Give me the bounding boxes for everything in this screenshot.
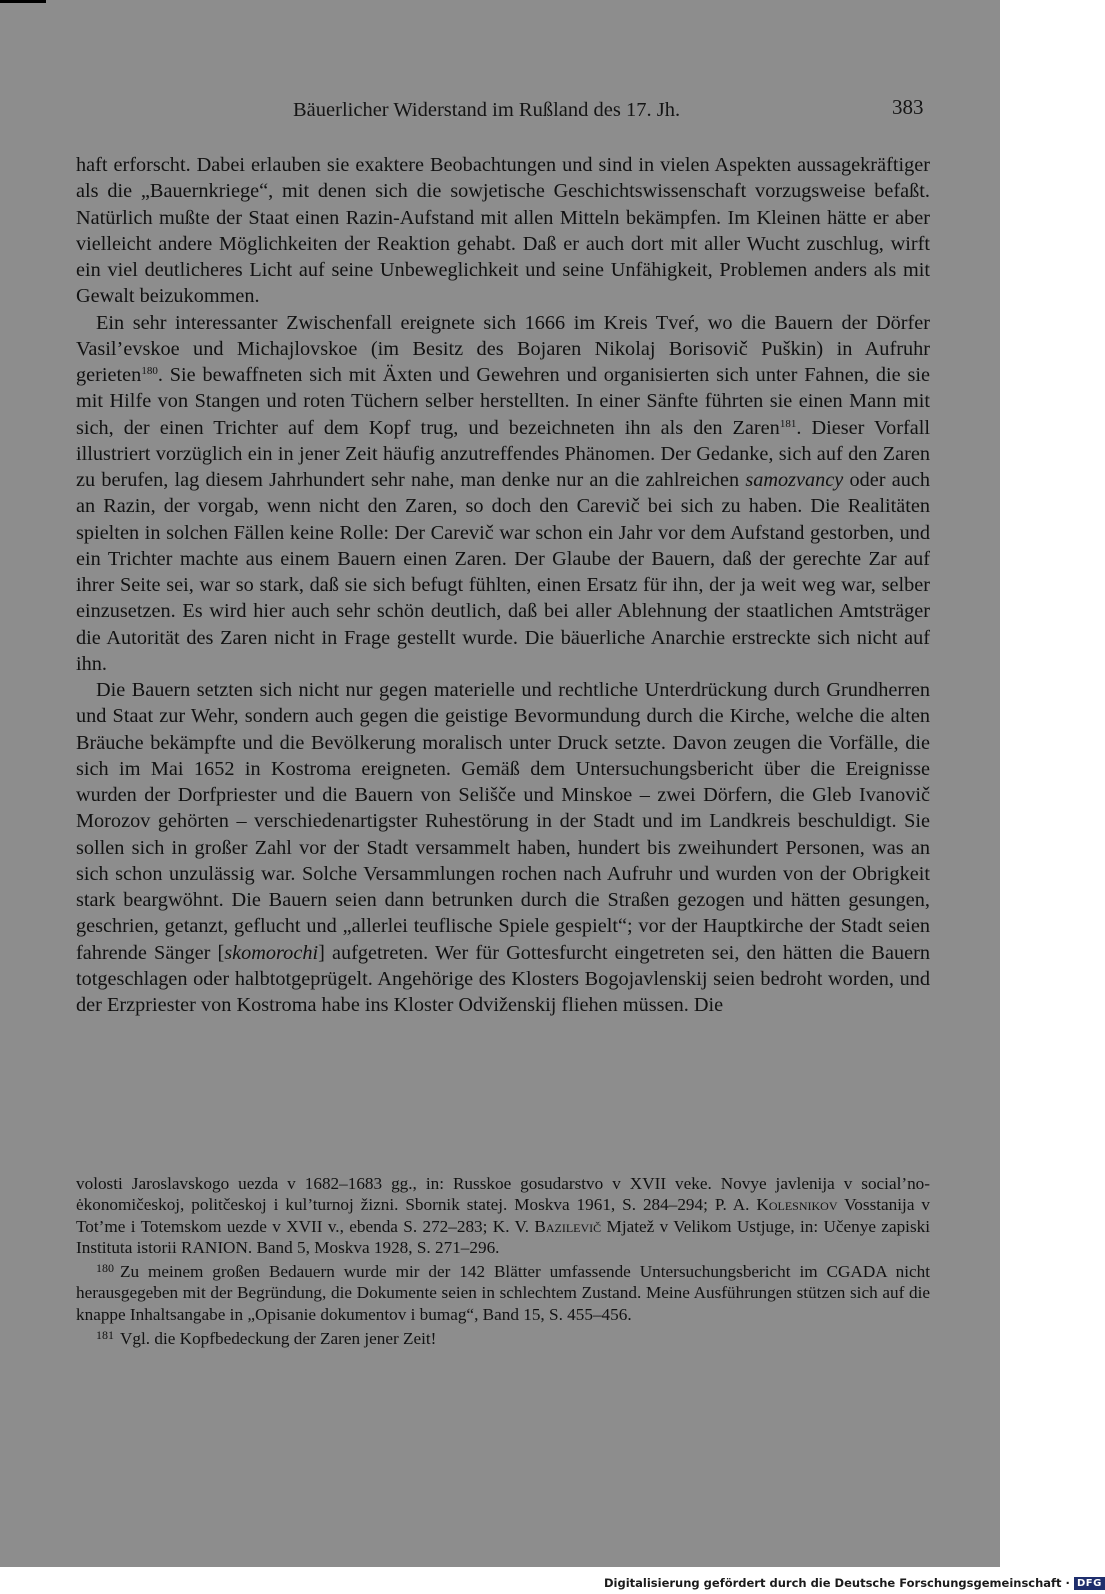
page-number: 383: [892, 95, 924, 119]
text-run: ] aufgetreten. Wer für Gottesfurcht eingetreten sei, den hätten die Bauern totgeschlagen oder halbtotgeprügelt. Angehörige des Klosters Bogojavlenskij seien bedroht worden, und der Erzpriester von Kostroma habe ins Kloster Odviženskij fliehen müssen. Die: [76, 941, 930, 1016]
footnote-ref: 181: [779, 417, 797, 430]
text-run: . Dieser Vorfall illustriert vorzüglich ein in jener Zeit häufig anzutreffendes Phänomen. Der Gedanke, sich auf den Zaren zu berufen, lag diesem Jahrhundert sehr nahe, man denke nur an die zahlreichen: [76, 416, 930, 491]
dfg-logo: DFG: [1074, 1577, 1105, 1590]
text-run: Mjatež v Velikom Ustjuge, in: Učenye zapiski Instituta istorii RANION. Band 5, Moskva 1928, S. 271–296.: [76, 1216, 930, 1257]
digitization-credit: [604, 1574, 1105, 1592]
italic-text: skomorochi: [224, 941, 319, 964]
scan-corner-mark: [0, 0, 46, 3]
footnote-ref: 180: [141, 365, 158, 377]
text-run: Ein sehr interessanter Zwischenfall ereignete sich 1666 im Kreis Tveŕ, wo die Bauern der Dörfer Vasil’evskoe und Michajlovskoe (im Besitz des Bojaren Nikolaj Borisovič Puškin) in Aufruhr gerieten: [76, 311, 930, 386]
footnote: [76, 1173, 930, 1258]
text-run: Die Bauern setzten sich nicht nur gegen materielle und rechtliche Unterdrückung durch Grundherren und Staat zur Wehr, sondern auch gegen die geistige Bevormundung durch die Kirche, welche die alten Bräuche bekämpfte und die Bevölkerung moralisch unter Druck setzte. Davon zeugen die Vorfälle, die sich im Mai 1652 in Kostroma ereigneten. Gemäß dem Untersuchungsbericht über die Ereignisse wurden der Dorfpriester und die Bauern von Selišče und Minskoe – zwei Dörfern, die Gleb Ivanovič Morozov gehörten – verschiedenartigster Ruhestörung in der Stadt und im Landkreis beschuldigt. Sie sollen sich in großer Zahl vor der Stadt versammelt haben, hundert bis zweihundert Personen, was an sich schon unzulässig war. Solche Versammlungen rochen nach Aufruhr und wurden von der Obrigkeit stark beargwöhnt. Die Bauern seien dann betrunken durch die Straßen gezogen und hätten gesungen, geschrien, getanzt, geflucht und „allerlei teuflische Spiele gespielt“; vor der Hauptkirche der Stadt seien fahrende Sänger [: [76, 679, 930, 964]
text-run: Vosstanija v Tot’me i Totemskom uezde v XVII v., ebenda S. 272–283; K. V.: [76, 1195, 930, 1236]
text-run: Zu meinem großen Bedauern wurde mir der 142 Blätter umfassende Untersuchungsbericht im CGADA nicht herausgegeben mit der Begründung, die Dokumente seien in schlechtem Zustand. Meine Ausführungen stützen sich auf die knappe Inhaltsangabe in „Opisanie dokumentov i bumag“, Band 15, S. 455–456.: [76, 1262, 930, 1324]
body-text: [76, 152, 930, 1018]
digitization-credit-text: Digitalisierung gefördert durch die Deutsche Forschungsgemeinschaft ·: [604, 1576, 1070, 1590]
text-run: volosti Jaroslavskogo uezda v 1682–1683 gg., in: Russkoe gosudarstvo v XVII veke. Novye javlenija v social’no-ėkonomičeskoj, politčeskoj i kul’turnoj žizni. Sbornik statej. Moskva 1961, S. 284–294; P. A.: [76, 1174, 930, 1215]
footnote: [76, 1325, 930, 1349]
footnote: [76, 1258, 930, 1325]
text-run: oder auch an Razin, der vorgab, wenn nicht den Zaren, so doch den Carevič bei sich zu haben. Die Realitäten spielten in solchen Fällen keine Rolle: Der Carevič war schon ein Jahr vor dem Aufstand gestorben, und ein Trichter machte aus einem Bauern einen Zaren. Der Glaube der Bauern, daß der gerechte Zar auf ihrer Seite sei, war so stark, daß sie sich befugt fühlten, einen Ersatz für ihn, der ja weit weg war, selber einzusetzen. Es wird hier auch sehr schön deutlich, daß bei aller Ablehnung der staatlichen Amtsträger die Autorität des Zaren nicht in Frage gestellt wurde. Die bäuerliche Anarchie erstreckte sich nicht auf ihn.: [76, 469, 930, 675]
author-name: Bazilevič: [534, 1216, 602, 1236]
text-run: Vgl. die Kopfbedeckung der Zaren jener Zeit!: [120, 1329, 437, 1349]
footnote-number: 181: [96, 1328, 114, 1343]
paragraph: [76, 310, 930, 678]
footnote-number: 180: [96, 1261, 114, 1276]
author-name: Kolesnikov: [756, 1195, 838, 1215]
footnotes: [76, 1173, 930, 1349]
text-run: . Sie bewaffneten sich mit Äxten und Gewehren und organisierten sich unter Fahnen, die sie mit Hilfe von Stangen und roten Tüchern selber herstellten. In einer Sänfte führten sie einen Mann mit sich, der einen Trichter auf dem Kopf trug, und bezeichneten ihn als den Zaren: [76, 364, 930, 439]
text-run: haft erforscht. Dabei erlauben sie exaktere Beobachtungen und sind in vielen Aspekten aussagekräftiger als die „Bauernkriege“, mit denen sich die sowjetische Geschichtswissenschaft vorzugsweise befaßt. Natürlich mußte der Staat einen Razin-Aufstand mit allen Mitteln bekämpfen. Im Kleinen hätte er aber vielleicht andere Möglichkeiten der Reaktion gehabt. Daß er auch dort mit aller Wucht zuschlug, wirft ein viel deutlicheres Licht auf seine Unbeweglichkeit und seine Unfähigkeit, Problemen anders als mit Gewalt beizukommen.: [76, 154, 930, 308]
running-head: [0, 93, 1000, 127]
italic-text: samozvancy: [745, 469, 844, 491]
paragraph: [76, 677, 930, 1018]
paragraph: [76, 152, 930, 310]
running-title: Bäuerlicher Widerstand im Rußland des 17. Jh.: [293, 99, 681, 121]
